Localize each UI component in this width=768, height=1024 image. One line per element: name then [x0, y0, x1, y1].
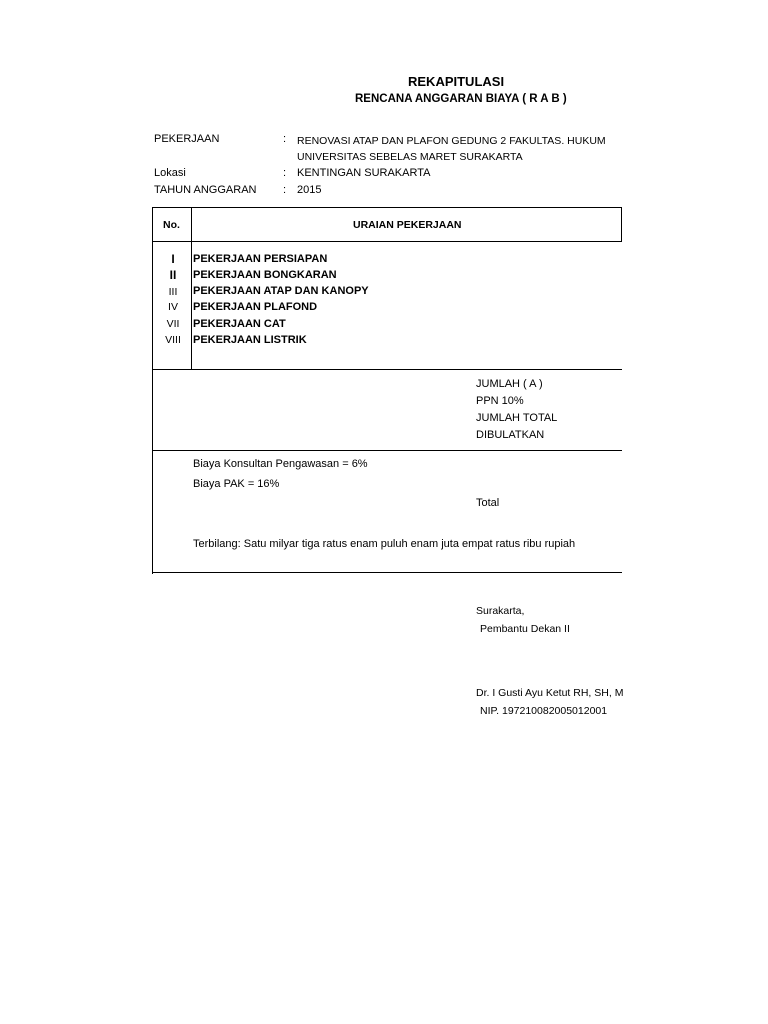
lokasi-colon: :	[283, 167, 287, 179]
row-no: VIII	[165, 334, 181, 346]
row-no: III	[168, 286, 178, 298]
table-col-divider	[191, 207, 192, 369]
pekerjaan-value-line1: RENOVASI ATAP DAN PLAFON GEDUNG 2 FAKULTAS. HUKUM	[297, 135, 606, 147]
document-title: REKAPITULASI	[408, 74, 505, 89]
signature-city: Surakarta,	[476, 605, 525, 617]
pekerjaan-colon: :	[283, 133, 287, 145]
row-item: PEKERJAAN LISTRIK	[193, 334, 307, 346]
signature-name: Dr. I Gusti Ayu Ketut RH, SH, M	[476, 687, 624, 699]
biaya-konsultan: Biaya Konsultan Pengawasan = 6%	[193, 458, 368, 470]
row-item: PEKERJAAN BONGKARAN	[193, 269, 337, 281]
jumlah-a-label: JUMLAH ( A )	[476, 378, 543, 390]
column-header-uraian: URAIAN PEKERJAAN	[353, 219, 462, 231]
row-no: II	[169, 268, 177, 282]
pekerjaan-label: PEKERJAAN	[154, 133, 220, 145]
total-label: Total	[476, 497, 500, 509]
row-no: IV	[168, 301, 178, 313]
row-no: VII	[166, 318, 180, 330]
row-item: PEKERJAAN PERSIAPAN	[193, 253, 328, 265]
lokasi-value: KENTINGAN SURAKARTA	[297, 167, 431, 179]
table-left-border	[152, 207, 153, 574]
row-no: I	[171, 252, 175, 266]
table-bottom-border	[153, 572, 622, 573]
dibulatkan-label: DIBULATKAN	[476, 429, 545, 441]
tahun-label: TAHUN ANGGARAN	[154, 184, 257, 196]
row-item: PEKERJAAN PLAFOND	[193, 301, 318, 313]
jumlah-total-label: JUMLAH TOTAL	[476, 412, 558, 424]
row-item: PEKERJAAN CAT	[193, 318, 286, 330]
tahun-colon: :	[283, 184, 287, 196]
ppn-label: PPN 10%	[476, 395, 524, 407]
tahun-value: 2015	[297, 184, 322, 196]
table-top-border	[153, 207, 622, 208]
pekerjaan-value-line2: UNIVERSITAS SEBELAS MARET SURAKARTA	[297, 151, 523, 163]
table-right-border	[621, 207, 622, 241]
signature-position: Pembantu Dekan II	[480, 623, 570, 635]
row-item: PEKERJAAN ATAP DAN KANOPY	[193, 285, 369, 297]
terbilang-text: Terbilang: Satu milyar tiga ratus enam puluh enam juta empat ratus ribu rupiah	[193, 538, 576, 550]
lokasi-label: Lokasi	[154, 167, 186, 179]
signature-nip: NIP. 197210082005012001	[480, 705, 608, 717]
table-items-bottom-border	[153, 369, 622, 370]
table-header-divider	[153, 241, 622, 242]
biaya-pak: Biaya PAK = 16%	[193, 478, 280, 490]
totals-bottom-border	[153, 450, 622, 451]
column-header-no: No.	[163, 219, 180, 231]
document-subtitle: RENCANA ANGGARAN BIAYA ( R A B )	[355, 93, 567, 105]
